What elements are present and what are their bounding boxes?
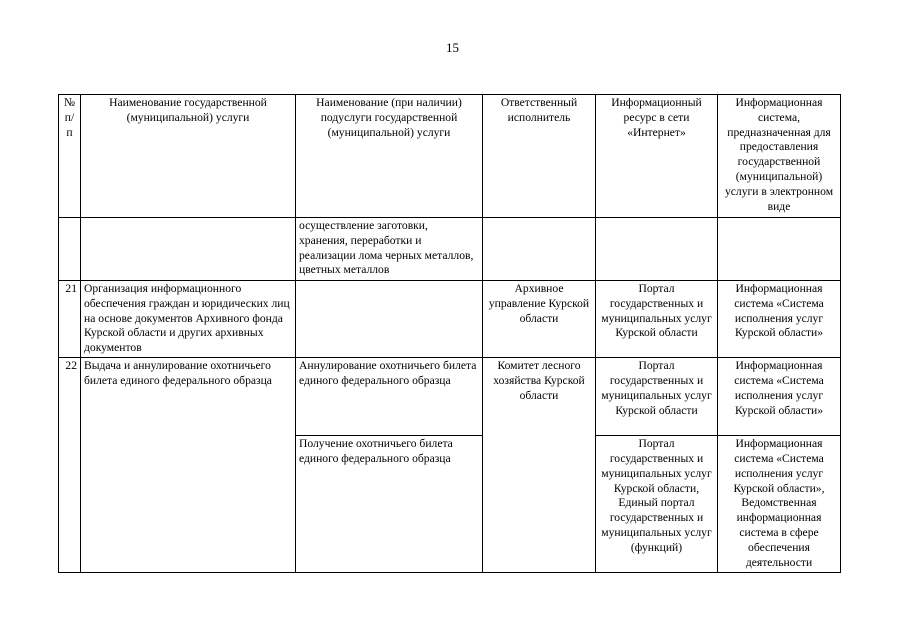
cell-system: Информационная система «Система исполнения услуг Курской области» <box>718 281 841 358</box>
table-row-continuation <box>59 218 841 281</box>
cell-system <box>718 218 841 281</box>
cell-executor <box>483 218 596 281</box>
cell-subservice <box>296 281 483 358</box>
header-information-system: Информационная система, предназначенная для предоставления государственной (муниципальной) услуги в электронном виде <box>718 95 841 218</box>
cell-subservice-b: Получение охотничьего билета единого федерального образца <box>296 436 483 572</box>
cell-system-a: Информационная система «Система исполнения услуг Курской области» <box>718 358 841 436</box>
page-number: 15 <box>446 40 459 55</box>
header-service-name: Наименование государственной (муниципальной) услуги <box>81 95 296 218</box>
cell-executor: Архивное управление Курской области <box>483 281 596 358</box>
cell-subservice-a: Аннулирование охотничьего билета единого федерального образца <box>296 358 483 436</box>
cell-subservice: осуществление заготовки, хранения, переработки и реализации лома черных металлов, цветных металлов <box>296 218 483 281</box>
cell-number <box>59 218 81 281</box>
header-number: № п/п <box>59 95 81 218</box>
header-executor: Ответственный исполнитель <box>483 95 596 218</box>
cell-resource <box>596 218 718 281</box>
header-internet-resource: Информационный ресурс в сети «Интернет» <box>596 95 718 218</box>
cell-number: 22 <box>59 358 81 572</box>
cell-service <box>81 218 296 281</box>
cell-resource-b: Портал государственных и муниципальных услуг Курской области, Единый портал государственных и муниципальных услуг (функций) <box>596 436 718 572</box>
header-subservice-name: Наименование (при наличии) подуслуги государственной (муниципальной) услуги <box>296 95 483 218</box>
cell-service: Организация информационного обеспечения граждан и юридических лиц на основе документов Архивного фонда Курской области и других архивных документов <box>81 281 296 358</box>
table-row-22 <box>59 358 841 436</box>
cell-executor: Комитет лесного хозяйства Курской области <box>483 358 596 572</box>
cell-system-b: Информационная система «Система исполнения услуг Курской области», Ведомственная информационная система в сфере обеспечения деятельности <box>718 436 841 572</box>
table-header-row <box>59 95 841 218</box>
cell-resource: Портал государственных и муниципальных услуг Курской области <box>596 281 718 358</box>
cell-number: 21 <box>59 281 81 358</box>
services-table <box>58 94 841 573</box>
cell-service: Выдача и аннулирование охотничьего билета единого федерального образца <box>81 358 296 572</box>
cell-resource-a: Портал государственных и муниципальных услуг Курской области <box>596 358 718 436</box>
table-row-21 <box>59 281 841 358</box>
